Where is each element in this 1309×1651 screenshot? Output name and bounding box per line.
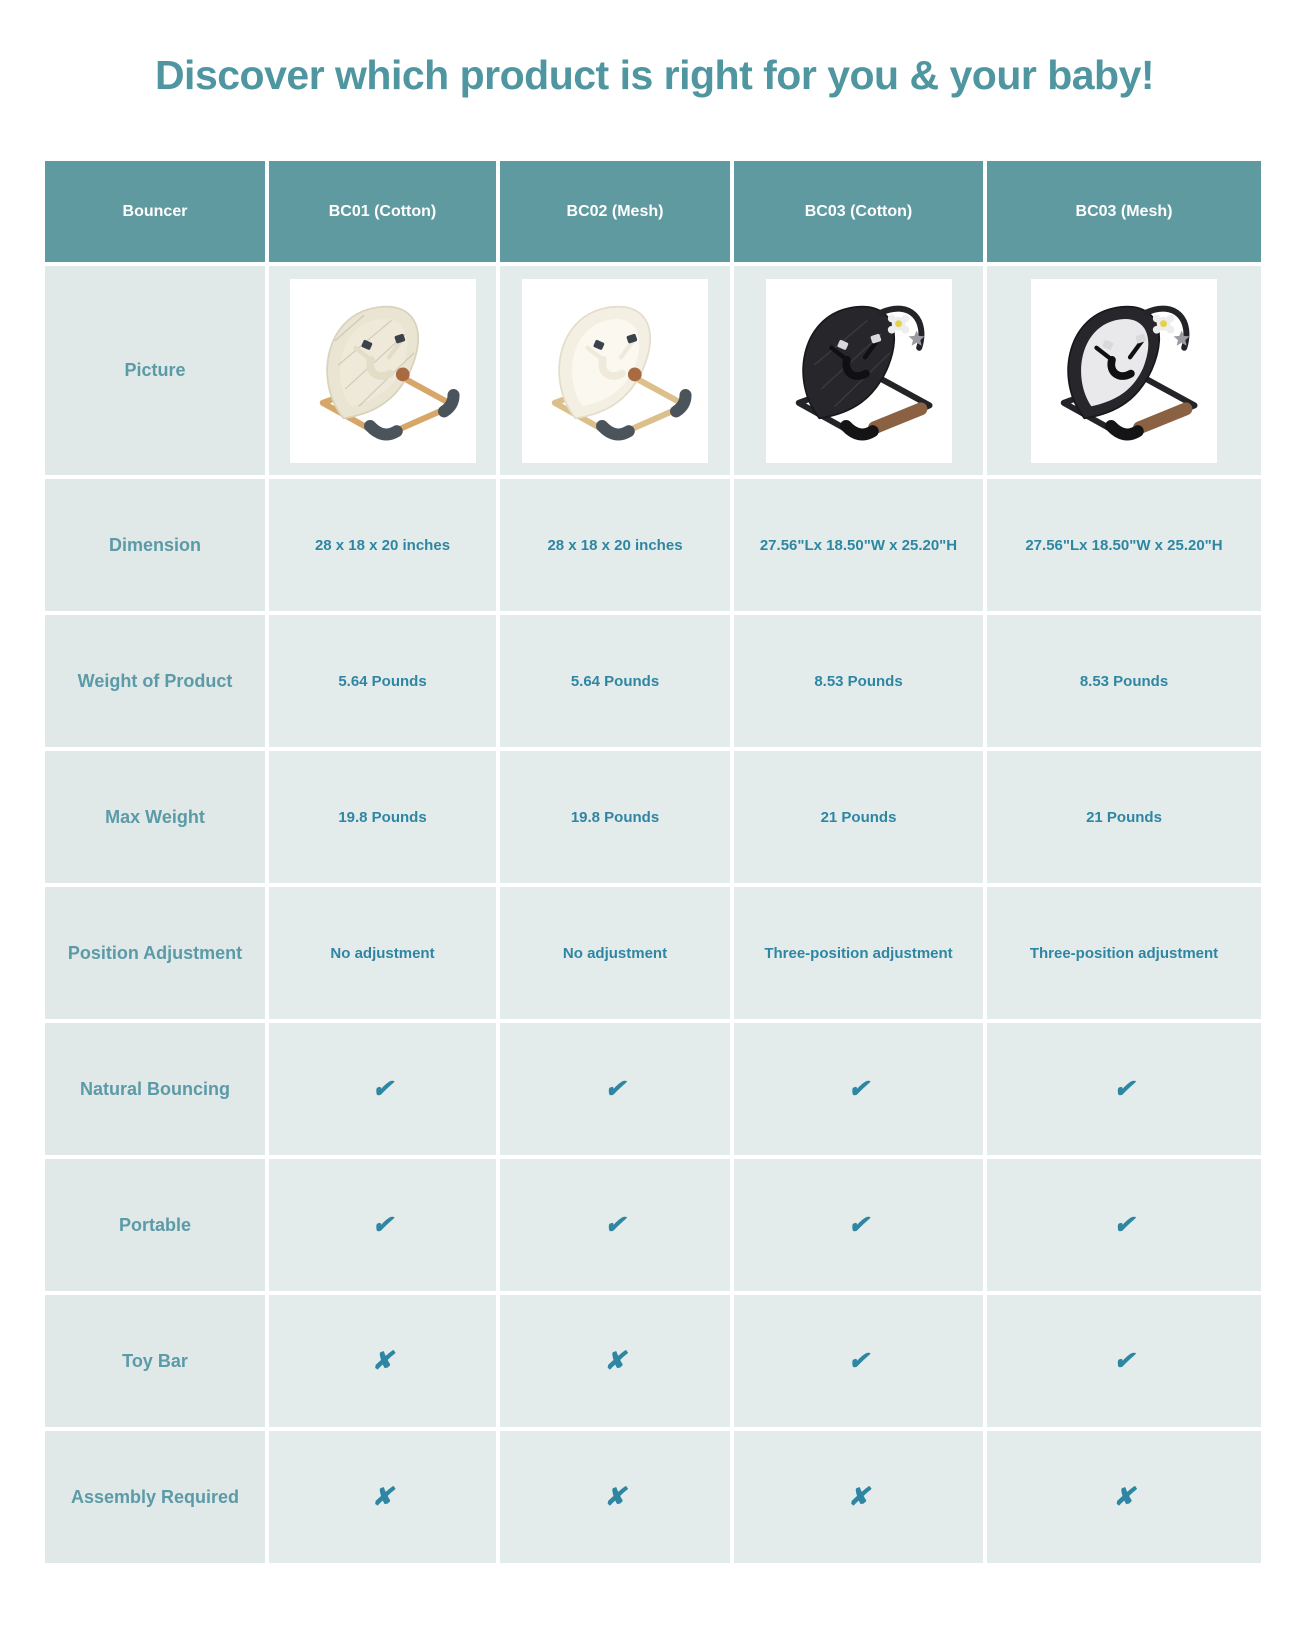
natural-bouncing-cell-bc01-cotton bbox=[269, 1023, 496, 1155]
bc03-mesh-bouncer-illustration bbox=[1038, 289, 1210, 453]
picture-cell-bc03-mesh bbox=[987, 266, 1261, 475]
cross-mark: ✘ bbox=[604, 1347, 626, 1375]
row-label-dimension: Dimension bbox=[45, 479, 265, 611]
bc01-cotton-product-image bbox=[290, 279, 476, 463]
cross-mark: ✘ bbox=[372, 1347, 393, 1375]
header-cell-bouncer: Bouncer bbox=[45, 161, 265, 262]
cross-mark: ✘ bbox=[604, 1483, 626, 1511]
product-weight-value-bc03-mesh: 8.53 Pounds bbox=[987, 615, 1261, 747]
cross-mark: ✘ bbox=[372, 1483, 393, 1511]
toy-bar-cell-bc02-mesh bbox=[500, 1295, 730, 1427]
product-weight-value-bc02-mesh: 5.64 Pounds bbox=[500, 615, 730, 747]
cross-mark: ✘ bbox=[848, 1483, 869, 1511]
comparison-table bbox=[45, 161, 1261, 1563]
picture-cell-bc01-cotton bbox=[269, 266, 496, 475]
assembly-required-cell-bc02-mesh bbox=[500, 1431, 730, 1563]
check-mark: ✔ bbox=[604, 1211, 626, 1239]
check-mark: ✔ bbox=[372, 1211, 393, 1239]
natural-bouncing-cell-bc03-mesh bbox=[987, 1023, 1261, 1155]
check-mark: ✔ bbox=[604, 1075, 626, 1103]
row-label-weight-of-product: Weight of Product bbox=[45, 615, 265, 747]
position-adjustment-value-bc01-cotton: No adjustment bbox=[269, 887, 496, 1019]
position-adjustment-value-bc02-mesh: No adjustment bbox=[500, 887, 730, 1019]
assembly-required-cell-bc01-cotton bbox=[269, 1431, 496, 1563]
picture-cell-bc02-mesh bbox=[500, 266, 730, 475]
product-weight-value-bc03-cotton: 8.53 Pounds bbox=[734, 615, 983, 747]
page-title: Discover which product is right for you & your baby! bbox=[154, 52, 1155, 98]
bc03-cotton-bouncer-illustration bbox=[773, 289, 945, 453]
header-cell-bc02-mesh: BC02 (Mesh) bbox=[500, 161, 730, 262]
check-mark: ✔ bbox=[1113, 1347, 1135, 1375]
row-label-natural-bouncing: Natural Bouncing bbox=[45, 1023, 265, 1155]
dimension-value-bc03-cotton: 27.56"Lx 18.50"W x 25.20"H bbox=[734, 479, 983, 611]
header-cell-bc01-cotton: BC01 (Cotton) bbox=[269, 161, 496, 262]
toy-bar-cell-bc03-mesh bbox=[987, 1295, 1261, 1427]
bc01-cotton-bouncer-illustration bbox=[297, 289, 469, 453]
max-weight-value-bc02-mesh: 19.8 Pounds bbox=[500, 751, 730, 883]
natural-bouncing-cell-bc02-mesh bbox=[500, 1023, 730, 1155]
position-adjustment-value-bc03-mesh: Three-position adjustment bbox=[987, 887, 1261, 1019]
header-cell-bc03-cotton: BC03 (Cotton) bbox=[734, 161, 983, 262]
max-weight-value-bc01-cotton: 19.8 Pounds bbox=[269, 751, 496, 883]
max-weight-value-bc03-mesh: 21 Pounds bbox=[987, 751, 1261, 883]
bc03-mesh-product-image bbox=[1031, 279, 1217, 463]
portable-cell-bc03-cotton bbox=[734, 1159, 983, 1291]
dimension-value-bc01-cotton: 28 x 18 x 20 inches bbox=[269, 479, 496, 611]
header-cell-bc03-mesh: BC03 (Mesh) bbox=[987, 161, 1261, 262]
natural-bouncing-cell-bc03-cotton bbox=[734, 1023, 983, 1155]
check-mark: ✔ bbox=[848, 1347, 869, 1375]
check-mark: ✔ bbox=[848, 1075, 869, 1103]
toy-bar-cell-bc03-cotton bbox=[734, 1295, 983, 1427]
portable-cell-bc01-cotton bbox=[269, 1159, 496, 1291]
row-label-picture: Picture bbox=[45, 266, 265, 475]
row-label-portable: Portable bbox=[45, 1159, 265, 1291]
picture-cell-bc03-cotton bbox=[734, 266, 983, 475]
bc02-mesh-product-image bbox=[522, 279, 708, 463]
row-label-max-weight: Max Weight bbox=[45, 751, 265, 883]
check-mark: ✔ bbox=[1113, 1075, 1135, 1103]
bc02-mesh-bouncer-illustration bbox=[529, 289, 701, 453]
row-label-toy-bar: Toy Bar bbox=[45, 1295, 265, 1427]
toy-bar-cell-bc01-cotton bbox=[269, 1295, 496, 1427]
dimension-value-bc03-mesh: 27.56"Lx 18.50"W x 25.20"H bbox=[987, 479, 1261, 611]
max-weight-value-bc03-cotton: 21 Pounds bbox=[734, 751, 983, 883]
product-weight-value-bc01-cotton: 5.64 Pounds bbox=[269, 615, 496, 747]
check-mark: ✔ bbox=[372, 1075, 393, 1103]
bc03-cotton-product-image bbox=[766, 279, 952, 463]
portable-cell-bc03-mesh bbox=[987, 1159, 1261, 1291]
cross-mark: ✘ bbox=[1113, 1483, 1135, 1511]
dimension-value-bc02-mesh: 28 x 18 x 20 inches bbox=[500, 479, 730, 611]
page bbox=[0, 52, 1309, 1651]
row-label-position-adjustment: Position Adjustment bbox=[45, 887, 265, 1019]
portable-cell-bc02-mesh bbox=[500, 1159, 730, 1291]
assembly-required-cell-bc03-mesh bbox=[987, 1431, 1261, 1563]
assembly-required-cell-bc03-cotton bbox=[734, 1431, 983, 1563]
check-mark: ✔ bbox=[848, 1211, 869, 1239]
position-adjustment-value-bc03-cotton: Three-position adjustment bbox=[734, 887, 983, 1019]
check-mark: ✔ bbox=[1113, 1211, 1135, 1239]
row-label-assembly-required: Assembly Required bbox=[45, 1431, 265, 1563]
